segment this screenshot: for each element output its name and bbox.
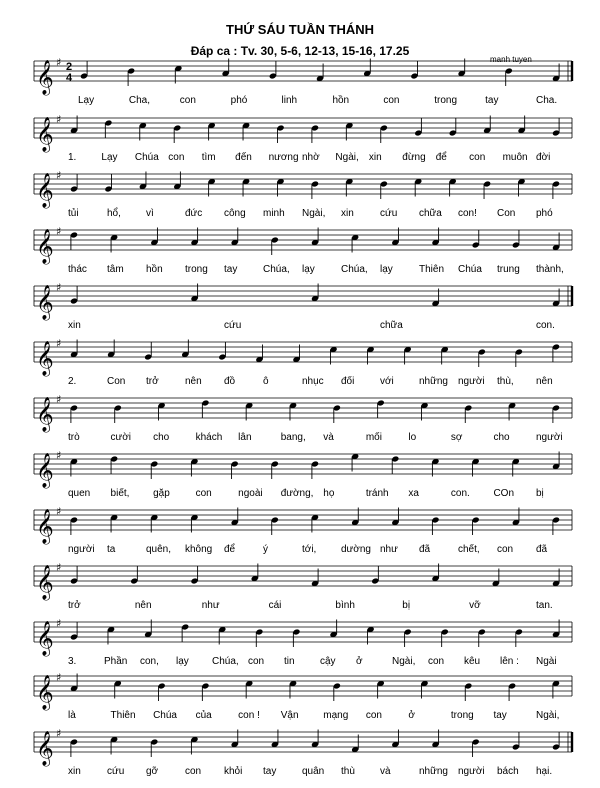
lyric-syllable: hại.	[536, 766, 553, 777]
lyric-syllable: Thiên	[419, 264, 445, 275]
lyric-syllable: 2.	[68, 376, 77, 387]
lyric-syllable: người	[458, 376, 485, 387]
lyric-syllable: tới,	[302, 544, 317, 555]
lyric-syllable: xin	[368, 152, 382, 163]
lyric-syllable: dường	[341, 544, 371, 555]
staff-system	[0, 280, 600, 342]
lyric-syllable: nên	[134, 600, 152, 611]
lyric-syllable: con!	[458, 208, 477, 219]
lyric-syllable: nên	[536, 376, 553, 387]
lyric-syllable: chữa	[380, 320, 403, 331]
sharp-key-signature: ♯	[56, 671, 62, 684]
lyric-syllable: Ngài	[536, 656, 557, 667]
staff-system	[0, 726, 600, 788]
lyric-syllable: xa	[408, 488, 419, 499]
lyric-syllable: với	[380, 376, 394, 387]
time-signature-top: 2	[66, 61, 73, 73]
composer-name: manh tuyen	[490, 55, 532, 64]
lyric-syllable: để	[435, 152, 447, 163]
lyric-syllable: cậy	[320, 656, 336, 667]
treble-clef-icon: 𝄞	[36, 675, 54, 710]
lyric-syllable: người	[458, 766, 485, 777]
lyric-syllable: cái	[268, 600, 282, 611]
lyric-syllable: con	[179, 95, 196, 106]
treble-clef-icon: 𝄞	[36, 60, 54, 95]
lyric-syllable: tay	[263, 766, 277, 777]
lyric-syllable: quen	[68, 488, 91, 499]
lyric-syllable: trở	[146, 376, 159, 387]
lyric-syllable: ta	[107, 544, 116, 555]
lyric-syllable: đời	[536, 152, 551, 163]
lyric-syllable: công	[224, 208, 246, 219]
lyric-syllable: đức	[185, 208, 203, 219]
lyric-syllable: lạy	[380, 264, 393, 275]
sharp-key-signature: ♯	[56, 393, 62, 406]
lyric-syllable: con	[365, 710, 382, 721]
treble-clef-icon: 𝄞	[36, 453, 54, 488]
lyric-syllable: lạy	[302, 264, 315, 275]
staff-notation	[0, 280, 600, 328]
sharp-key-signature: ♯	[56, 561, 62, 574]
lyric-syllable: bách	[497, 766, 519, 777]
psalm-reference: Đáp ca : Tv. 30, 5-6, 12-13, 15-16, 17.25	[190, 44, 410, 58]
lyric-syllable: trong	[434, 95, 458, 106]
lyric-syllable: mạng	[323, 710, 349, 721]
lyric-syllable: những	[419, 376, 448, 387]
sharp-key-signature: ♯	[56, 617, 62, 630]
staff-system	[0, 560, 600, 622]
lyric-syllable: lo	[408, 432, 417, 443]
lyric-syllable: hồn	[332, 95, 350, 106]
lyric-syllable: bình	[335, 600, 355, 611]
staff-system	[0, 336, 600, 398]
lyric-syllable: quân	[302, 766, 325, 777]
lyric-syllable: con	[185, 766, 202, 777]
sharp-key-signature: ♯	[56, 56, 62, 69]
lyric-syllable: gỡ	[146, 766, 159, 777]
lyric-syllable: đã	[419, 544, 431, 555]
sharp-key-signature: ♯	[56, 337, 62, 350]
lyric-syllable: con	[469, 152, 486, 163]
lyric-syllable: đường,	[280, 488, 314, 499]
lyric-syllable: tan.	[536, 600, 553, 611]
lyric-syllable: thù,	[497, 376, 514, 387]
lyric-syllable: và	[380, 766, 391, 777]
lyric-syllable: ô	[263, 376, 269, 387]
lyric-syllable: kêu	[464, 656, 481, 667]
lyric-syllable: Lạy	[101, 152, 118, 163]
lyric-syllable: biết,	[110, 488, 130, 499]
lyric-syllable: trong	[185, 264, 208, 275]
lyric-syllable: cứu	[107, 766, 125, 777]
sharp-key-signature: ♯	[56, 505, 62, 518]
lyric-syllable: cười	[110, 432, 132, 443]
lyric-syllable: lên :	[500, 656, 519, 667]
lyric-syllable: hồn	[146, 264, 163, 275]
lyric-syllable: nhục	[302, 376, 324, 387]
lyric-syllable: xin	[68, 320, 81, 331]
lyric-syllable: Ngài,	[302, 208, 326, 219]
sharp-key-signature: ♯	[56, 225, 62, 238]
lyric-syllable: tủi	[68, 208, 79, 219]
lyric-syllable: đồ	[224, 376, 236, 387]
lyric-syllable: nhờ	[302, 152, 320, 163]
lyric-syllable: Chúa,	[212, 656, 239, 667]
lyric-syllable: Lạy	[78, 95, 95, 106]
lyric-syllable: tin	[284, 656, 295, 667]
treble-clef-icon: 𝄞	[36, 397, 54, 432]
lyric-syllable: thù	[341, 766, 355, 777]
lyric-syllable: xin	[68, 766, 81, 777]
staff-system	[0, 55, 600, 117]
lyric-syllable: con	[383, 95, 400, 106]
staff-system	[0, 168, 600, 230]
lyric-syllable: quên,	[146, 544, 172, 555]
lyric-syllable: họ	[323, 488, 335, 499]
sharp-key-signature: ♯	[56, 113, 62, 126]
lyric-syllable: trò	[68, 432, 80, 443]
lyric-syllable: COn	[493, 488, 515, 499]
lyric-syllable: người	[536, 432, 563, 443]
lyric-syllable: Ngài,	[335, 152, 359, 163]
lyric-syllable: trong	[450, 710, 474, 721]
treble-clef-icon: 𝄞	[36, 173, 54, 208]
staff-system	[0, 504, 600, 566]
treble-clef-icon: 𝄞	[36, 117, 54, 152]
lyric-syllable: Chúa,	[341, 264, 368, 275]
lyric-syllable: cứu	[380, 208, 398, 219]
lyric-syllable: minh	[263, 208, 285, 219]
lyric-syllable: thành,	[536, 264, 564, 275]
lyric-syllable: bị	[536, 488, 544, 499]
lyric-syllable: đừng	[402, 152, 426, 163]
lyric-syllable: gặp	[153, 488, 170, 499]
lyric-syllable: muôn	[502, 152, 528, 163]
treble-clef-icon: 𝄞	[36, 341, 54, 376]
lyric-syllable: cho	[153, 432, 170, 443]
lyric-syllable: con	[195, 488, 212, 499]
lyric-syllable: Ngài,	[536, 710, 560, 721]
lyric-syllable: phó	[536, 208, 553, 219]
lyric-syllable: chữa	[419, 208, 442, 219]
treble-clef-icon: 𝄞	[36, 565, 54, 600]
sharp-key-signature: ♯	[56, 169, 62, 182]
sharp-key-signature: ♯	[56, 281, 62, 294]
lyric-syllable: bị	[402, 600, 411, 611]
lyric-syllable: ý	[263, 544, 268, 555]
treble-clef-icon: 𝄞	[36, 229, 54, 264]
lyric-syllable: tránh	[365, 488, 389, 499]
lyric-syllable: tâm	[107, 264, 124, 275]
lyric-syllable: tay	[493, 710, 507, 721]
lyric-syllable: Chúa,	[263, 264, 290, 275]
lyric-syllable: đến	[235, 152, 252, 163]
lyric-syllable: con	[248, 656, 265, 667]
lyric-syllable: tay	[485, 95, 499, 106]
staff-system	[0, 448, 600, 510]
lyric-syllable: thác	[68, 264, 87, 275]
sharp-key-signature: ♯	[56, 449, 62, 462]
lyric-syllable: Chúa	[134, 152, 159, 163]
lyric-syllable: của	[195, 710, 212, 721]
staff-notation	[0, 670, 600, 718]
lyric-syllable: linh	[281, 95, 298, 106]
lyric-syllable: 3.	[68, 656, 77, 667]
time-signature-bottom: 4	[66, 72, 73, 84]
lyric-syllable: vì	[146, 208, 154, 219]
lyric-syllable: Thiên	[110, 710, 136, 721]
lyric-syllable: bang,	[280, 432, 306, 443]
lyric-syllable: con	[168, 152, 185, 163]
lyric-syllable: Cha,	[128, 95, 150, 106]
lyric-syllable: lạy	[176, 656, 189, 667]
lyric-syllable: như	[201, 600, 220, 611]
lyric-syllable: khách	[195, 432, 223, 443]
lyric-syllable: những	[419, 766, 448, 777]
lyric-syllable: nên	[185, 376, 202, 387]
lyric-syllable: nương	[268, 152, 299, 163]
lyric-syllable: đã	[536, 544, 548, 555]
lyric-syllable: sợ	[450, 432, 463, 443]
treble-clef-icon: 𝄞	[36, 621, 54, 656]
lyric-syllable: ở	[408, 710, 415, 721]
sharp-key-signature: ♯	[56, 727, 62, 740]
lyric-syllable: Ngài,	[392, 656, 416, 667]
staff-system	[0, 224, 600, 286]
lyric-syllable: ngoài	[238, 488, 263, 499]
lyric-syllable: Phần	[104, 656, 128, 667]
lyric-syllable: con.	[450, 488, 470, 499]
staff-system	[0, 392, 600, 454]
treble-clef-icon: 𝄞	[36, 731, 54, 766]
lyric-syllable: trung	[497, 264, 520, 275]
lyric-syllable: con.	[536, 320, 555, 331]
lyric-syllable: như	[380, 544, 398, 555]
lyric-syllable: vỡ	[469, 600, 481, 611]
lyric-syllable: trở	[68, 600, 81, 611]
treble-clef-icon: 𝄞	[36, 285, 54, 320]
lyric-syllable: người	[68, 544, 95, 555]
lyric-syllable: không	[185, 544, 213, 555]
lyric-syllable: Chúa	[458, 264, 482, 275]
lyric-syllable: Vận	[280, 710, 299, 721]
lyric-syllable: xin	[341, 208, 354, 219]
lyric-syllable: 1.	[68, 152, 77, 163]
staff-system	[0, 670, 600, 732]
lyric-syllable: phó	[230, 95, 248, 106]
lyric-syllable: Con	[107, 376, 126, 387]
lyric-syllable: con	[497, 544, 514, 555]
lyric-syllable: tay	[224, 264, 238, 275]
lyric-syllable: Con	[497, 208, 516, 219]
lyric-syllable: khỏi	[224, 766, 243, 777]
lyric-syllable: cứu	[224, 320, 242, 331]
lyric-syllable: để	[224, 544, 236, 555]
lyric-syllable: con,	[140, 656, 159, 667]
song-title: THỨ SÁU TUẦN THÁNH	[226, 22, 374, 37]
staff-system	[0, 616, 600, 678]
lyric-syllable: cho	[493, 432, 510, 443]
staff-notation	[0, 560, 600, 608]
treble-clef-icon: 𝄞	[36, 509, 54, 544]
lyric-syllable: lân	[238, 432, 252, 443]
staff-system	[0, 112, 600, 174]
lyric-syllable: chết,	[458, 544, 480, 555]
lyric-syllable: hổ,	[107, 208, 121, 219]
lyric-syllable: đối	[341, 376, 355, 387]
lyric-syllable: và	[323, 432, 334, 443]
lyric-syllable: Chúa	[153, 710, 177, 721]
lyric-syllable: tìm	[201, 152, 216, 163]
lyric-syllable: con !	[238, 710, 260, 721]
lyric-syllable: mối	[365, 432, 382, 443]
lyric-syllable: con	[428, 656, 445, 667]
lyric-syllable: ở	[356, 656, 363, 667]
lyric-syllable: Cha.	[536, 95, 558, 106]
lyric-syllable: là	[68, 710, 76, 721]
